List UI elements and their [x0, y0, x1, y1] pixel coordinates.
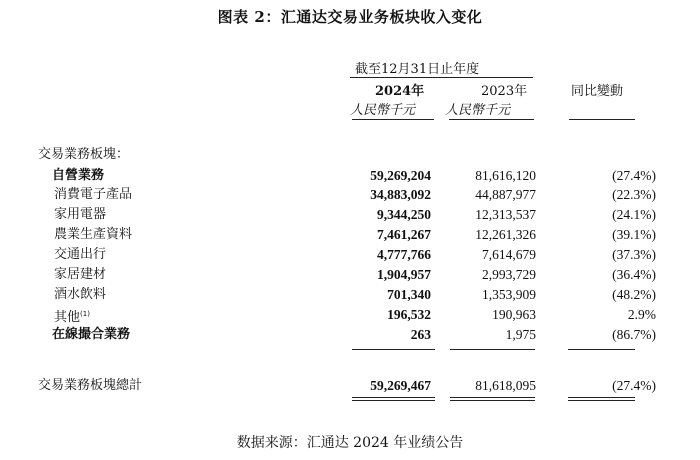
table-row: [38, 265, 658, 284]
value-2024: 701,340: [387, 287, 431, 302]
value-2023: 7,614,679: [482, 247, 536, 262]
row-label: 自營業務: [52, 168, 105, 183]
change-value: (27.4%): [612, 168, 656, 183]
value-2023: 81,616,120: [475, 168, 536, 183]
period-header-underline: [350, 77, 533, 78]
change-header: 同比變動: [571, 84, 624, 99]
value-2024: 1,904,957: [377, 267, 431, 282]
table-row: [38, 285, 658, 304]
table-row: [38, 166, 658, 185]
unit-2024-underline: [352, 119, 434, 120]
row-label-text: 其他: [54, 310, 81, 325]
subtotal-rule-change: [568, 349, 635, 350]
row-label: 農業生產資料: [54, 227, 133, 242]
total-label: 交易業務板塊總計: [38, 378, 143, 393]
section-label-row: [38, 145, 658, 164]
change-value: (22.3%): [612, 187, 656, 202]
subtotal-rule-2024: [352, 349, 435, 350]
section-label: 交易業務板塊：: [38, 147, 130, 162]
period-header: 截至12月31日止年度: [355, 62, 480, 77]
unit-2023-header: 人民幣千元: [445, 103, 511, 118]
row-label: 家居建材: [54, 267, 107, 282]
value-2023: 12,261,326: [475, 227, 536, 242]
total-value-2024: 59,269,467: [370, 378, 431, 393]
row-label: [54, 305, 90, 327]
total-double-rule-2024: [352, 397, 435, 401]
value-2023: 12,313,537: [475, 207, 536, 222]
change-value: (39.1%): [612, 227, 656, 242]
value-2024: 4,777,766: [377, 247, 431, 262]
subtotal-rule-2023: [450, 349, 535, 350]
value-2024: 59,269,204: [370, 168, 431, 183]
change-underline: [569, 119, 635, 120]
value-2024: 34,883,092: [370, 187, 431, 202]
change-value: (36.4%): [612, 267, 656, 282]
table-row: [38, 205, 658, 224]
table-row: [38, 185, 658, 204]
row-label: 在線撮合業務: [52, 327, 131, 342]
value-2024: 196,532: [387, 307, 431, 322]
change-value: (86.7%): [612, 327, 656, 342]
value-2023: 1,975: [505, 327, 536, 342]
year-2024-header: 2024年: [375, 84, 425, 99]
row-label: 酒水飲料: [54, 287, 107, 302]
total-value-2023: 81,618,095: [475, 378, 536, 393]
change-value: 2.9%: [627, 307, 656, 322]
change-value: (37.3%): [612, 247, 656, 262]
unit-2023-underline: [449, 119, 534, 120]
value-2023: 2,993,729: [482, 267, 536, 282]
footnote-marker: (1): [80, 310, 90, 318]
unit-2024-header: 人民幣千元: [350, 103, 416, 118]
row-label: 消費電子產品: [54, 187, 133, 202]
table-row: [38, 245, 658, 264]
figure-title: 图表 2：汇通达交易业务板块收入变化: [217, 8, 483, 26]
data-source: 数据来源：汇通达 2024 年业绩公告: [236, 435, 464, 451]
row-label: 家用電器: [54, 207, 107, 222]
change-value: (48.2%): [612, 287, 656, 302]
table-row: [38, 225, 658, 244]
year-2023-header: 2023年: [481, 84, 528, 99]
value-2023: 1,353,909: [482, 287, 536, 302]
table-row: [38, 305, 658, 324]
table-row: [38, 325, 658, 344]
value-2024: 263: [410, 327, 431, 342]
change-value: (24.1%): [612, 207, 656, 222]
value-2024: 7,461,267: [377, 227, 431, 242]
value-2024: 9,344,250: [377, 207, 431, 222]
value-2023: 44,887,977: [475, 187, 536, 202]
row-label: 交通出行: [54, 247, 107, 262]
total-row: [38, 376, 658, 395]
total-change-value: (27.4%): [612, 378, 656, 393]
value-2023: 190,963: [492, 307, 536, 322]
total-double-rule-change: [568, 397, 635, 401]
total-double-rule-2023: [450, 397, 535, 401]
